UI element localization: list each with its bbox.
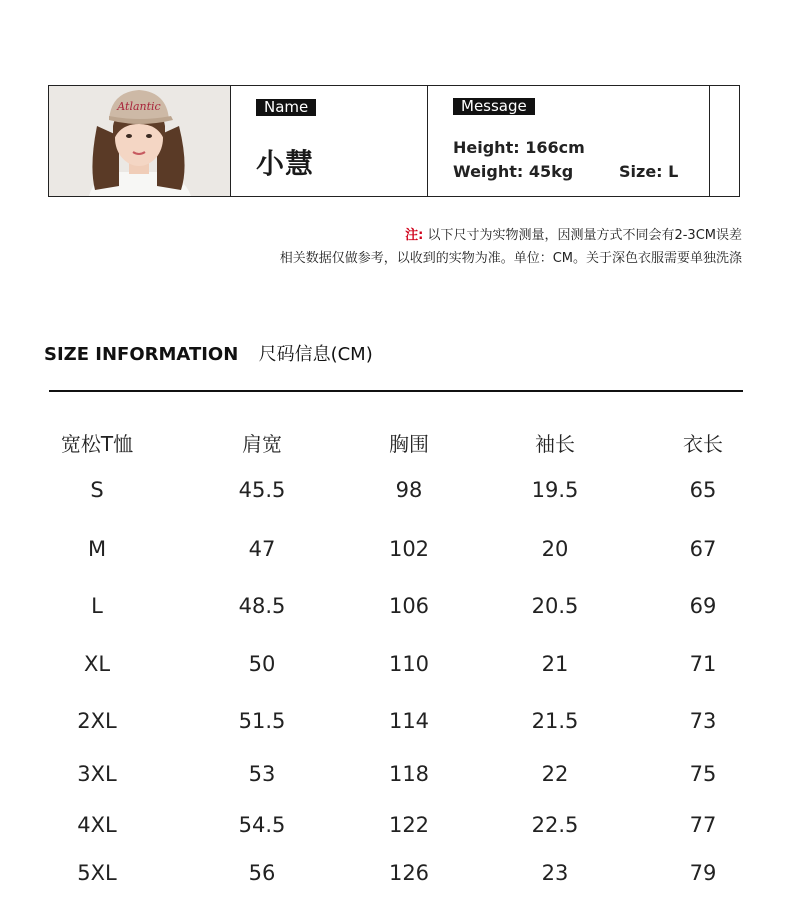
table-cell-sleeve: 20.5 [531, 594, 579, 618]
table-cell-length: 77 [689, 813, 717, 837]
cap-logo: Atlantic [117, 100, 161, 113]
note-prefix: 注: [405, 228, 424, 243]
height-line [453, 138, 585, 157]
card-divider [427, 86, 428, 196]
size-label: Size: [619, 162, 663, 181]
table-header-shoulder: 肩宽 [242, 432, 282, 456]
table-cell-chest: 106 [388, 594, 430, 618]
table-header-sleeve: 袖长 [535, 432, 575, 456]
table-cell-length: 73 [689, 709, 717, 733]
table-cell-length: 75 [689, 762, 717, 786]
table-cell-shoulder: 50 [248, 652, 276, 676]
table-cell-size: M [87, 537, 107, 561]
size-line [619, 162, 678, 181]
table-cell-chest: 98 [395, 478, 423, 502]
table-cell-shoulder: 47 [248, 537, 276, 561]
measurement-note-line2: 相关数据仅做参考，以收到的实物为准。单位：CM。关于深色衣服需要单独洗涤 [279, 251, 742, 266]
table-cell-chest: 110 [388, 652, 430, 676]
size-value: L [668, 162, 679, 181]
model-info-card [48, 85, 740, 197]
card-divider [230, 86, 231, 196]
name-tag: Name [256, 99, 316, 116]
table-cell-shoulder: 54.5 [238, 813, 286, 837]
table-cell-size: XL [83, 652, 111, 676]
height-label: Height: [453, 138, 520, 157]
table-cell-shoulder: 48.5 [238, 594, 286, 618]
section-title-en: SIZE INFORMATION [44, 344, 239, 365]
table-header-chest: 胸围 [389, 432, 429, 456]
table-cell-shoulder: 53 [248, 762, 276, 786]
section-title-cn: 尺码信息(CM) [258, 344, 373, 365]
table-cell-sleeve: 20 [541, 537, 569, 561]
table-cell-length: 65 [689, 478, 717, 502]
table-cell-size: 2XL [77, 709, 117, 733]
table-header-length: 衣长 [683, 432, 723, 456]
table-cell-chest: 122 [388, 813, 430, 837]
table-cell-chest: 102 [388, 537, 430, 561]
weight-label: Weight: [453, 162, 524, 181]
table-cell-size: L [91, 594, 103, 618]
table-cell-shoulder: 56 [248, 861, 276, 885]
model-photo [49, 86, 230, 196]
table-cell-sleeve: 21.5 [531, 709, 579, 733]
height-value: 166cm [525, 138, 585, 157]
model-name: 小慧 [256, 147, 315, 180]
table-cell-size: 4XL [77, 813, 117, 837]
table-cell-sleeve: 22 [541, 762, 569, 786]
table-cell-chest: 114 [388, 709, 430, 733]
card-divider [709, 86, 710, 196]
measurement-note-line1 [405, 224, 742, 243]
table-cell-length: 79 [689, 861, 717, 885]
table-cell-sleeve: 21 [541, 652, 569, 676]
section-title [44, 340, 373, 366]
table-cell-shoulder: 45.5 [238, 478, 286, 502]
model-illustration [49, 86, 230, 196]
table-cell-sleeve: 23 [541, 861, 569, 885]
section-rule [49, 390, 743, 392]
table-cell-length: 67 [689, 537, 717, 561]
table-cell-size: S [90, 478, 104, 502]
table-cell-sleeve: 19.5 [531, 478, 579, 502]
table-cell-length: 71 [689, 652, 717, 676]
note-line1-text: 以下尺寸为实物测量，因测量方式不同会有2-3CM误差 [427, 228, 742, 243]
table-cell-chest: 126 [388, 861, 430, 885]
table-cell-size: 3XL [77, 762, 117, 786]
weight-value: 45kg [528, 162, 574, 181]
table-cell-shoulder: 51.5 [238, 709, 286, 733]
table-header-size: 宽松T恤 [60, 432, 134, 456]
weight-line [453, 162, 573, 181]
message-tag: Message [453, 98, 535, 115]
table-cell-length: 69 [689, 594, 717, 618]
table-cell-chest: 118 [388, 762, 430, 786]
table-cell-sleeve: 22.5 [531, 813, 579, 837]
table-cell-size: 5XL [77, 861, 117, 885]
